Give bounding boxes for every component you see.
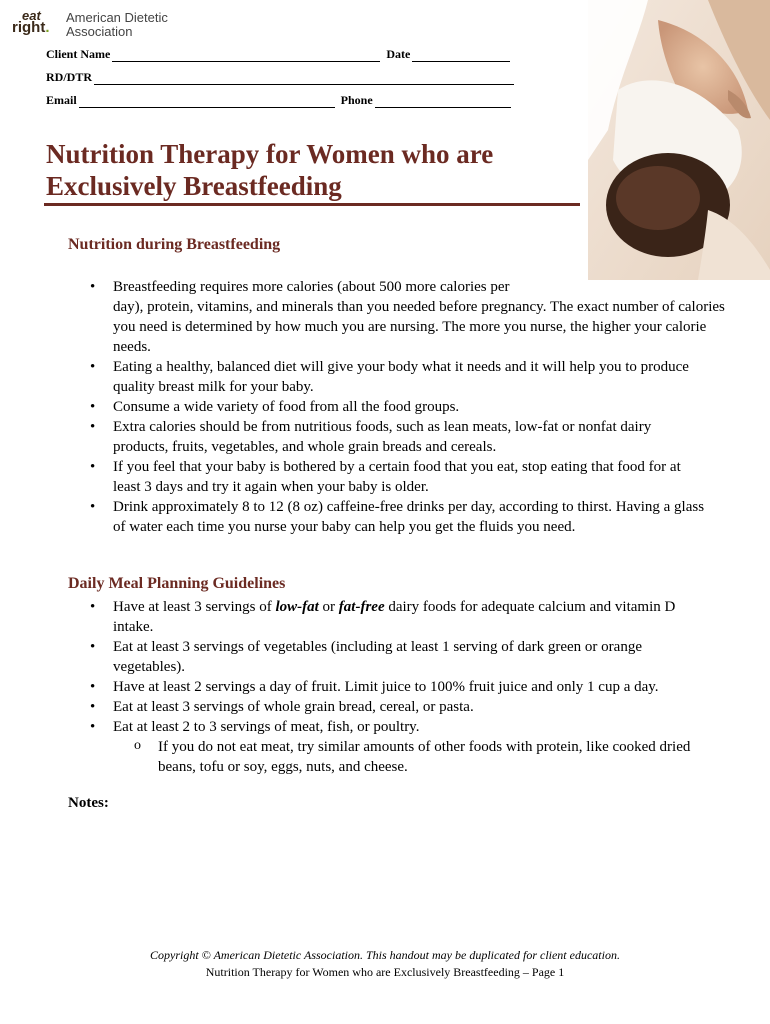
date-label: Date [386, 47, 411, 61]
sub-list-item: o If you do not eat meat, try similar amounts of other foods with protein, like cooked dried beans, tofu or soy, eggs, nuts, and cheese. [113, 737, 708, 777]
phone-field[interactable] [375, 96, 511, 108]
title-divider [44, 203, 580, 206]
notes-label: Notes: [68, 795, 109, 811]
client-name-field[interactable] [112, 50, 380, 62]
list-item: • Breastfeeding requires more calories (about 500 more calories per [68, 277, 558, 297]
page-title: Nutrition Therapy for Women who are Exclusively Breastfeeding [46, 139, 494, 201]
list-item: • Eat at least 3 servings of whole grain bread, cereal, or pasta. [68, 697, 708, 717]
eat-right-mark: eat right. [12, 8, 50, 36]
list-item: • Extra calories should be from nutritious foods, such as lean meats, low-fat or nonfat dairy products, fruits, vegetables, and whole grain breads and cereals. [68, 417, 708, 457]
list-item-continuation: day), protein, vitamins, and minerals than you needed before pregnancy. The exact number of calories you need is determined by how much you are nursing. The more you nurse, the higher your calorie needs. [113, 299, 725, 355]
list-item: • Drink approximately 8 to 12 (8 oz) caffeine-free drinks per day, according to thirst. Having a glass of water each time you nurse your baby can help you get the fluids you need. [68, 497, 708, 537]
list-item: • Consume a wide variety of food from all the food groups. [68, 397, 708, 417]
list-item: • Have at least 3 servings of low-fat or fat-free dairy foods for adequate calcium and vitamin D intake. [68, 597, 708, 637]
ada-logo [12, 10, 192, 42]
client-info-row [46, 46, 516, 62]
nutrition-bullets [68, 357, 708, 537]
rd-dtr-field[interactable] [94, 73, 514, 85]
list-item: • Eating a healthy, balanced diet will give your body what it needs and it will help you to produce quality breast milk for your baby. [68, 357, 708, 397]
meal-planning-bullets [68, 597, 708, 777]
client-name-label: Client Name [46, 47, 111, 61]
email-field[interactable] [79, 96, 335, 108]
phone-label: Phone [340, 93, 373, 107]
meat-alternatives-sublist [113, 737, 708, 777]
rd-row [46, 69, 520, 85]
list-item: • Eat at least 2 to 3 servings of meat, fish, or poultry. o If you do not eat meat, try similar amounts of other foods with protein, like cooked dried beans, tofu or soy, eggs, nuts, and cheese. [68, 717, 708, 777]
contact-row [46, 92, 517, 108]
list-item: • Eat at least 3 servings of vegetables (including at least 1 serving of dark green or orange vegetables). [68, 637, 708, 677]
email-label: Email [46, 93, 77, 107]
date-field[interactable] [412, 50, 510, 62]
breastfeeding-photo [588, 0, 770, 280]
section-heading-nutrition: Nutrition during Breastfeeding [68, 236, 281, 253]
list-item: • If you feel that your baby is bothered by a certain food that you eat, stop eating that food for at least 3 days and try it again when your baby is older. [68, 457, 708, 497]
section-heading-meal-planning: Daily Meal Planning Guidelines [68, 575, 286, 592]
list-item: • Have at least 2 servings a day of fruit. Limit juice to 100% fruit juice and only 1 cup a day. [68, 677, 708, 697]
copyright-notice: Copyright © American Dietetic Association. This handout may be duplicated for client education. [150, 948, 620, 962]
organization-name: American Dietetic Association [66, 10, 168, 39]
nutrition-first-bullet [68, 277, 558, 297]
rd-dtr-label: RD/DTR [46, 70, 93, 84]
page-footer: Nutrition Therapy for Women who are Exclusively Breastfeeding – Page 1 [205, 965, 565, 979]
